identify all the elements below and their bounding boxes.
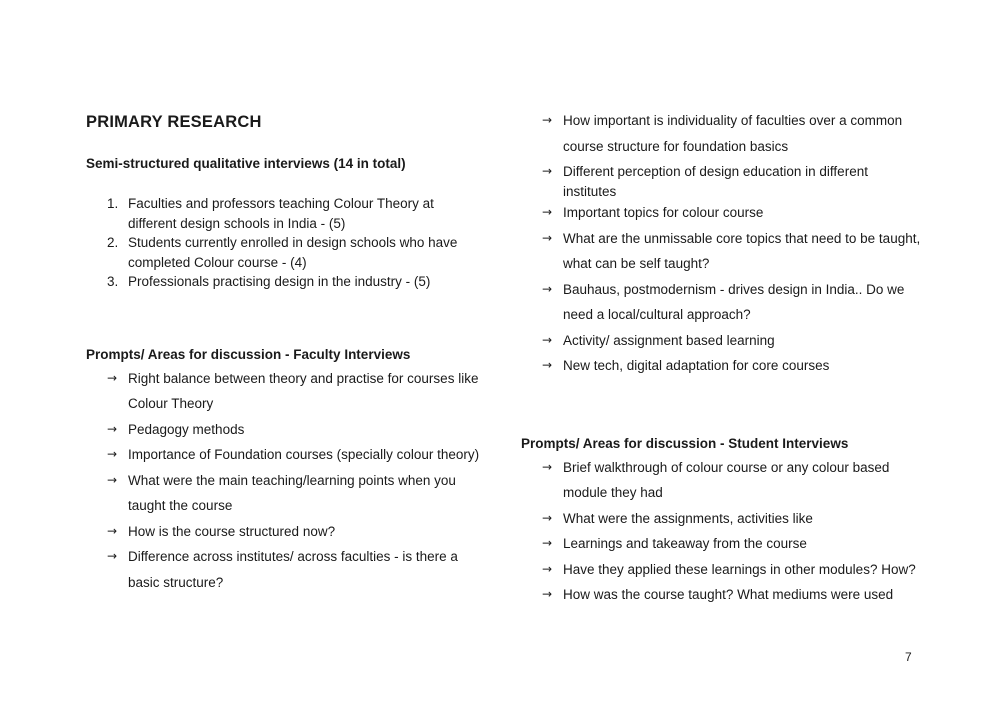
list-item: → Importance of Foundation courses (specially colour theory) (86, 442, 486, 468)
list-item: → Have they applied these learnings in other modules? How? (521, 557, 921, 583)
arrow-right-icon: → (542, 561, 553, 576)
list-item: → Important topics for colour course (521, 200, 921, 226)
faculty-prompts-continued-list (521, 108, 921, 379)
arrow-right-icon: → (542, 281, 553, 296)
list-item: → Bauhaus, postmodernism - drives design in India.. Do we need a local/cultural approach? (521, 277, 921, 328)
arrow-right-icon: → (542, 205, 553, 219)
list-item: → What are the unmissable core topics that need to be taught, what can be self taught? (521, 226, 921, 277)
list-item: → What were the assignments, activities like (521, 506, 921, 532)
list-item: → What were the main teaching/learning points when you taught the course (86, 468, 486, 519)
list-item: → How was the course taught? What mediums were used (521, 582, 921, 608)
list-item: → Brief walkthrough of colour course or any colour based module they had (521, 455, 921, 506)
right-column (521, 108, 921, 608)
list-item: → Learnings and takeaway from the course (521, 531, 921, 557)
list-item: 1. Faculties and professors teaching Colour Theory at different design schools in India - (5) (107, 196, 434, 231)
arrow-right-icon: → (542, 459, 553, 474)
list-item: → New tech, digital adaptation for core courses (521, 353, 921, 379)
student-prompts-list (521, 455, 921, 608)
arrow-right-icon: → (107, 549, 118, 563)
list-item: → Activity/ assignment based learning (521, 328, 921, 354)
list-item: → How important is individuality of faculties over a common course structure for foundation basics (521, 108, 921, 159)
list-item: → Pedagogy methods (86, 417, 486, 443)
list-item: → Different perception of design education in different institutes (542, 164, 868, 199)
arrow-right-icon: → (542, 113, 553, 127)
arrow-right-icon: → (542, 358, 553, 372)
arrow-right-icon: → (107, 447, 118, 461)
list-item: → How is the course structured now? (86, 519, 486, 545)
faculty-prompts-list (86, 366, 486, 596)
list-item: 3. Professionals practising design in the industry - (5) (107, 274, 431, 289)
arrow-right-icon: → (542, 230, 553, 245)
interviews-subtitle: Semi-structured qualitative interviews (14 in total) (86, 156, 406, 171)
arrow-right-icon: → (542, 332, 553, 347)
left-column (86, 112, 486, 595)
arrow-right-icon: → (542, 164, 553, 178)
list-item: → Difference across institutes/ across faculties - is there a basic structure? (86, 544, 486, 595)
list-item: → Right balance between theory and practise for courses like Colour Theory (86, 366, 486, 417)
arrow-right-icon: → (107, 472, 118, 487)
arrow-right-icon: → (542, 510, 553, 525)
arrow-right-icon: → (107, 370, 118, 385)
arrow-right-icon: → (542, 587, 553, 601)
page-number: 7 (905, 650, 912, 664)
interviewee-list (86, 194, 486, 292)
list-item: 2. Students currently enrolled in design schools who have completed Colour course - (4) (107, 235, 458, 270)
page-title: PRIMARY RESEARCH (86, 113, 262, 131)
arrow-right-icon: → (107, 421, 118, 436)
student-prompts-heading: Prompts/ Areas for discussion - Student Interviews (521, 435, 849, 451)
arrow-right-icon: → (542, 536, 553, 550)
faculty-prompts-heading: Prompts/ Areas for discussion - Faculty Interviews (86, 346, 411, 362)
arrow-right-icon: → (107, 523, 118, 538)
